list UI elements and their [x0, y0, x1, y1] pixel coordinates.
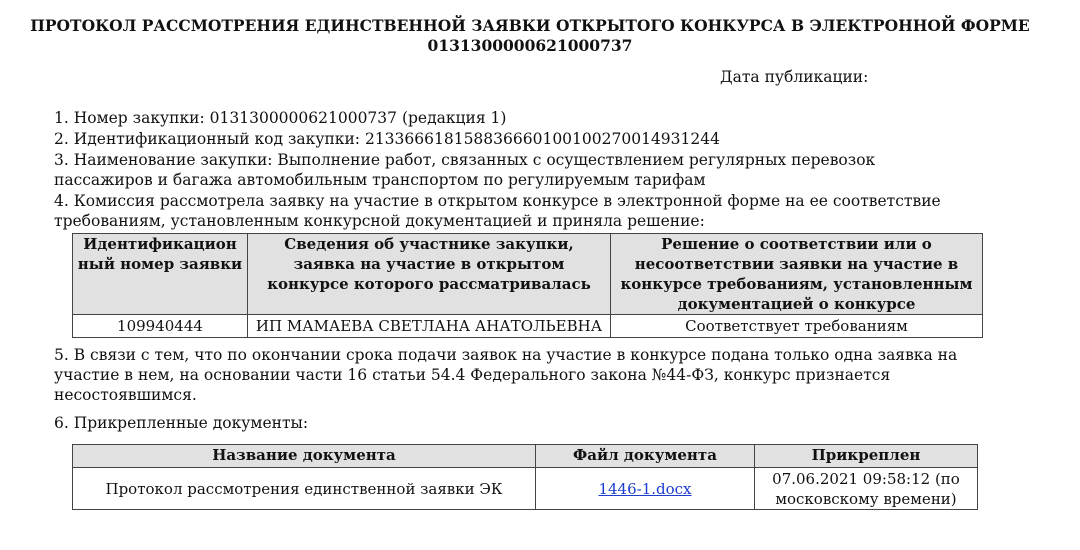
item-purchase-name-line1: 3. Наименование закупки: Выполнение работ, связанных с осуществлением регулярных перевозок	[54, 151, 876, 169]
item-purchase-number: 1. Номер закупки: 0131300000621000737 (редакция 1)	[54, 109, 507, 127]
item-commission-line2: требованиям, установленным конкурсной документацией и приняла решение:	[54, 212, 705, 230]
application-id: 109940444	[73, 315, 248, 338]
document-file-cell	[536, 468, 755, 510]
decision-header-decision: Решение о соответствии или о несоответствии заявки на участие в конкурсе требованиям, установленным документацией о конкурсе	[611, 234, 983, 315]
docs-header-file: Файл документа	[536, 445, 755, 468]
documents-table	[72, 444, 978, 510]
item-attached-docs: 6. Прикрепленные документы:	[54, 414, 309, 432]
table-row	[73, 468, 978, 510]
publication-date-label: Дата публикации:	[720, 68, 869, 86]
item-conclusion-line3: несостоявшимся.	[54, 386, 197, 404]
item-conclusion-line1: 5. В связи с тем, что по окончании срока подачи заявок на участие в конкурсе подана только одна заявка на	[54, 346, 958, 364]
table-row	[73, 315, 983, 338]
item-commission-line1: 4. Комиссия рассмотрела заявку на участие в открытом конкурсе в электронной форме на ее соответствие	[54, 192, 941, 210]
page-title-line1: ПРОТОКОЛ РАССМОТРЕНИЯ ЕДИНСТВЕННОЙ ЗАЯВКИ ОТКРЫТОГО КОНКУРСА В ЭЛЕКТРОННОЙ ФОРМЕ	[30, 16, 1030, 35]
docs-header-attached: Прикреплен	[755, 445, 978, 468]
participant-name: ИП МАМАЕВА СВЕТЛАНА АНАТОЛЬЕВНА	[248, 315, 611, 338]
page-title	[0, 16, 1060, 56]
item-purchase-code: 2. Идентификационный код закупки: 213366618158836660100100270014931244	[54, 130, 720, 148]
decision-table	[72, 233, 983, 338]
document-file-link[interactable]: 1446-1.docx	[598, 479, 692, 498]
decision-header-participant: Сведения об участнике закупки, заявка на участие в открытом конкурсе которого рассматривалась	[248, 234, 611, 315]
docs-header-name: Название документа	[73, 445, 536, 468]
page-title-line2: 0131300000621000737	[427, 36, 633, 55]
item-conclusion-line2: участие в нем, на основании части 16 статьи 54.4 Федерального закона №44-ФЗ, конкурс признается	[54, 366, 891, 384]
document-attached-date: 07.06.2021 09:58:12 (по московскому времени)	[755, 468, 978, 510]
document-name: Протокол рассмотрения единственной заявки ЭК	[73, 468, 536, 510]
decision-header-id: Идентификацион ный номер заявки	[73, 234, 248, 315]
decision-value: Соответствует требованиям	[611, 315, 983, 338]
item-purchase-name-line2: пассажиров и багажа автомобильным транспортом по регулируемым тарифам	[54, 171, 706, 189]
